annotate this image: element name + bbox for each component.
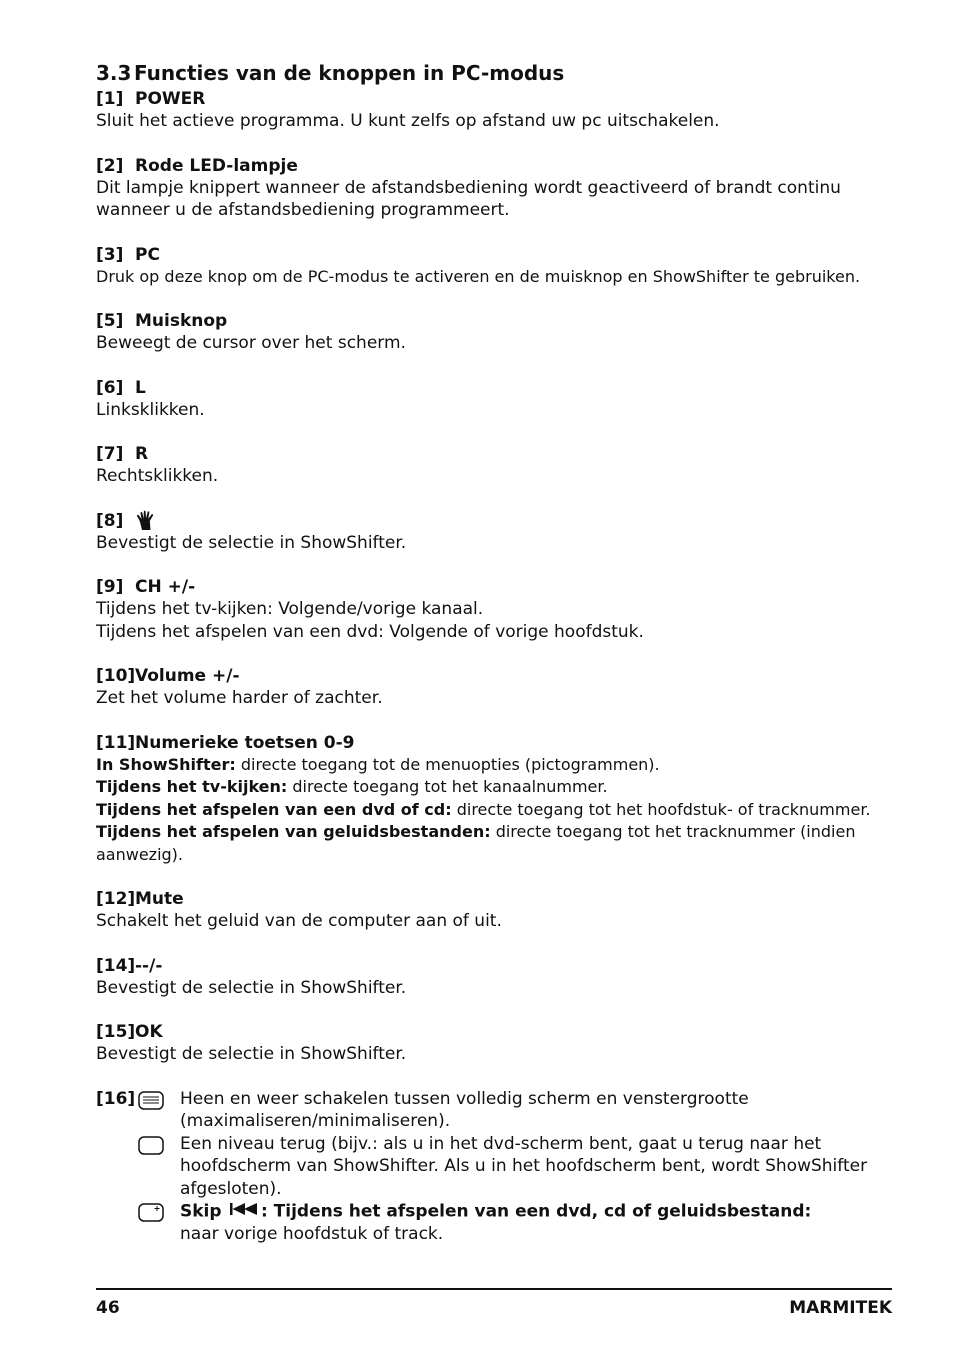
item-16: [16] Heen en weer schakelen tussen volledig scherm en venstergrootte (maximaliseren/minimaliseren). Een niveau terug (bijv.: als u in het dvd-scherm bent, gaat u terug naar het hoofdscherm van ShowShifter. Als u in het hoofdscherm bent, wordt ShowShifter afgesloten). Skip : Tijdens het afspelen van een dvd, cd of geluidsbestand: naar vorige hoofdstuk of track.	[96, 1088, 868, 1244]
item-hand: [8] Bevestigt de selectie in ShowShifter.	[96, 510, 407, 553]
item-numeric-keys: [11] Numerieke toetsen 0-9 In ShowShifter: directe toegang tot de menuopties (pictogrammen). Tijdens het tv-kijken: directe toegang tot het kanaalnummer. Tijdens het afspelen van een dvd of cd: directe toegang tot het hoofdstuk- of tracknummer. Tijdens het afspelen van geluidsbestanden: directe toegang tot het tracknummer (indien aanwezig).	[96, 732, 871, 864]
back-button-icon	[138, 1133, 180, 1155]
page-number: 46	[96, 1298, 120, 1318]
hand-icon	[135, 510, 159, 532]
item-dash: [14] --/- Bevestigt de selectie in ShowShifter.	[96, 955, 407, 998]
item-ok: [15] OK Bevestigt de selectie in ShowShifter.	[96, 1022, 407, 1064]
content	[96, 60, 896, 1267]
footer-rule	[96, 1288, 892, 1290]
item-led: [2] Rode LED-lampje Dit lampje knippert wanneer de afstandsbediening wordt geactiveerd of brandt continu wanneer u de afstandsbediening programmeert.	[96, 155, 841, 220]
footer	[96, 1298, 892, 1318]
item-volume: [10] Volume +/- Zet het volume harder of zachter.	[96, 666, 383, 708]
fullscreen-button-icon	[138, 1088, 180, 1110]
item-mute: [12] Mute Schakelt het geluid van de computer aan of uit.	[96, 889, 502, 931]
item-mouse: [5] Muisknop Beweegt de cursor over het scherm.	[96, 311, 406, 353]
skip-back-icon	[229, 1200, 259, 1223]
item-channel: [9] CH +/- Tijdens het tv-kijken: Volgende/vorige kanaal. Tijdens het afspelen van een dvd: Volgende of vorige hoofdstuk.	[96, 577, 644, 642]
section-heading: 3.3 Functies van de knoppen in PC-modus	[96, 61, 565, 85]
item-right-click: [7] R Rechtsklikken.	[96, 444, 219, 486]
item-power: [1] POWER Sluit het actieve programma. U kunt zelfs op afstand uw pc uitschakelen.	[96, 89, 720, 131]
item-pc: [3] PC Druk op deze knop om de PC-modus te activeren en de muisknop en ShowShifter te gebruiken.	[96, 244, 861, 286]
brand-name: MARMITEK	[789, 1298, 892, 1318]
item-left-click: [6] L Linksklikken.	[96, 377, 205, 420]
skip-button-icon	[138, 1200, 180, 1222]
